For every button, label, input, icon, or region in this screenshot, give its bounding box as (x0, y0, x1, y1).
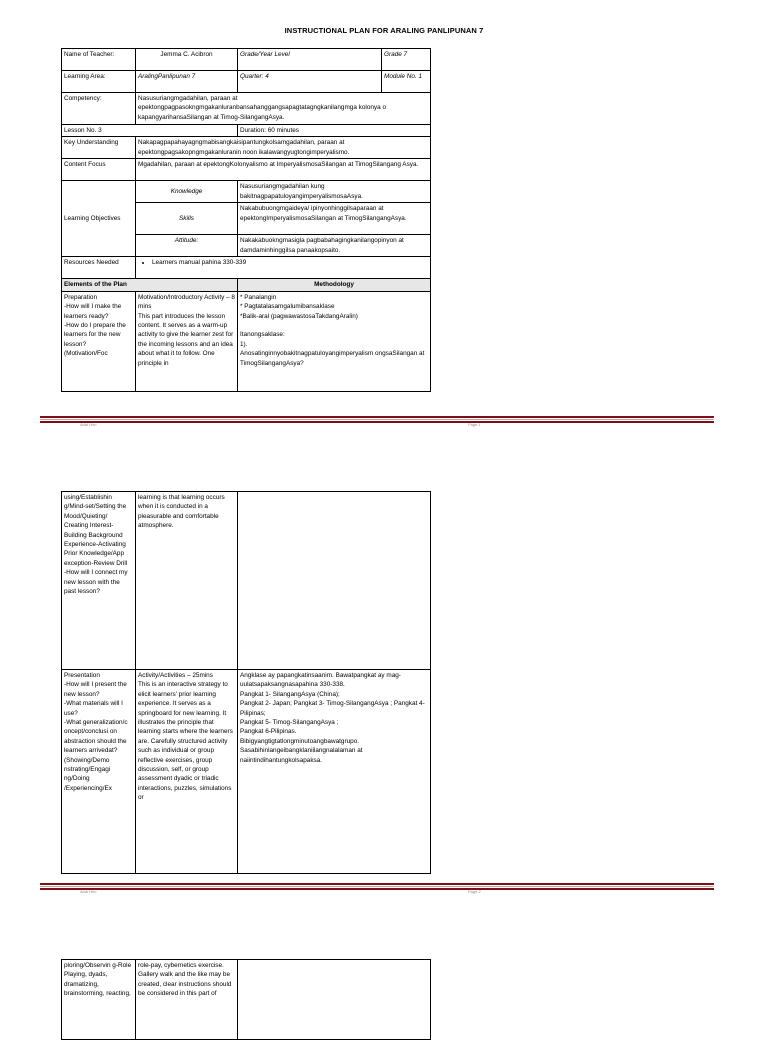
knowledge-value: Nasusuriangmgadahilan kung bakitnagpapatuloyangimperyalismosaAsya. (238, 181, 431, 203)
skills-label: Skills (136, 203, 238, 235)
plan-table-page-1 (61, 48, 431, 392)
methodology-cell-2: Angklase ay papangkatinsaanim. Bawatpangkat ay mag-uulatsapaksangnasapahina 330-338. Pangkat 1- SilangangAsya (China); Pangkat 2- Japan; Pangkat 3- Timog-SilangangAsya ; Pangkat 4-Pilipinas; Pangkat 5- Timog-SilangangAsya ; Pangkat 6-Pilipinas. Bibigyangtigtatlongminutoangbawatgrupo. Sasabihinlangeibangklaniilangnalalaman at naiintindihantungkolsapaksa. (238, 670, 431, 874)
motivation-cell: Motivation/Introductory Activity – 8 mins This part introduces the lesson content. It serves as a warm-up activity to give the learner zest for the incoming lessons and an idea about what it to follow. One principle in (136, 291, 238, 391)
key-understanding-value: Nakapagpapahayagngmabisangkaisipantungkolsamgadahilan, paraan at epektongpagsakopngmgakanluranin noon ikalawangyugtongimperyalismo. (136, 137, 431, 159)
quarter-label: Quarter: 4 (238, 71, 382, 93)
attitude-label: Attitude: (136, 235, 238, 257)
footer-page-2: Page 2 (468, 889, 481, 894)
content-focus-value: Mgadahilan, paraan at epektongKolonyalismo at ImperyalismosaSilangan at TimogSilangang Asya. (136, 159, 431, 181)
teacher-label: Name of Teacher: (62, 49, 136, 71)
exploring-cell: ploring/Observin g-Role Playing, dyads, dramatizing, brainstorming, reacting, (62, 960, 136, 1040)
plan-table-page-2 (61, 491, 431, 874)
resources-cell (136, 257, 431, 279)
competency-value: Nasusuriangmgadahilan, paraan at epektongpagpasokngmgakanluranbansahanggangsapagtatagngkanilangmga kolonya o kapangyarihansaSilangan at Timog-SilangangAsya. (136, 93, 431, 125)
plan-table-page-3 (61, 959, 431, 1040)
motivation-cont-cell: learning is that learning occurs when it is conducted in a pleasurable and comfortable atmosphere. (136, 492, 238, 670)
knowledge-label: Knowledge (136, 181, 238, 203)
document-title: INSTRUCTIONAL PLAN FOR ARALING PANLIPUNAN 7 (284, 26, 484, 35)
footer-left-1: Arial Hiro (80, 422, 97, 427)
roleplay-cell: role-pay, cybernetics exercise. Gallery walk and the like may be created, clear instructions should be considered in this part of (136, 960, 238, 1040)
footer-page-1: Page 1 (468, 422, 481, 427)
elements-label: Elements of the Plan (62, 279, 238, 291)
content-focus-label: Content Focus (62, 159, 136, 181)
methodology-label: Methodology (238, 279, 431, 291)
area-label: Learning Area: (62, 71, 136, 93)
preparation-cont-cell: using/Establishin g/Mind-set/Setting the Mood/Quieting/ Creating Interest-Building Background Experience-Activating Prior Knowledge/App exception-Review Drill -How will I connect my new lesson with the past lesson? (62, 492, 136, 670)
competency-label: Competency: (62, 93, 136, 125)
methodology-cell-3 (238, 960, 431, 1040)
teacher-value: Jemma C. Acibron (136, 49, 238, 71)
key-understanding-label: Key Understanding (62, 137, 136, 159)
footer-rule-2 (40, 883, 714, 890)
attitude-value: Nakakabuokngmasigla pagbabahagingkanilangopinyon at damdaminhinggilsa panaakopsaito. (238, 235, 431, 257)
resources-item: • Learners manual pahina 330-339 (152, 258, 428, 267)
lesson-label: Lesson No. 3 (62, 125, 238, 137)
activity-cell: Activity/Activities – 25mins This is an interactive strategy to elicit learners' prior learning experience. It serves as a springboard for new learning. It illustrates the principle that learning starts where the learners are. Carefully structured activity such as individual or group reflective exercises, group discussion, self, or group assessment dyadic or triadic interactions, puzzles, simulations or (136, 670, 238, 874)
area-value: AralingPanlipunan 7 (136, 71, 238, 93)
footer-rule-1 (40, 416, 714, 423)
preparation-cell: Preparation -How will I make the learners ready? -How do I prepare the learners for the new lesson? (Motivation/Foc (62, 291, 136, 391)
duration-label: Duration: 60 minutes (238, 125, 431, 137)
skills-value: Nakabubuongmgaideya/ ipinyonhinggilsaparaan at epektongImperyalismosaSilangan at TimogSilangangAsya. (238, 203, 431, 235)
grade-value: Grade 7 (382, 49, 431, 71)
methodology-cell-1: * Panalangin * Pagtatalasamgalumibansaklase *Balik-aral (pagwawastosaTakdangAralin) Itanongsaklase: 1). Anosatinginnyobakitnagpatuloyangimperyalism ongsaSilangan at TimogSilangangAsya? (238, 291, 431, 391)
grade-label: Grade/Year Level (238, 49, 382, 71)
methodology-cont-cell (238, 492, 431, 670)
objectives-label: Learning Objectives (62, 181, 136, 257)
module-label: Module No. 1 (382, 71, 431, 93)
footer-left-2: Arial Hiro (80, 889, 97, 894)
presentation-cell: Presentation -How will I present the new lesson? -What materials will I use? -What generalization/c oncept/conclusi on abstraction should the learners arrivedat? (Showing/Demo nstrating/Engagi ng/Doing /Experiencing/Ex (62, 670, 136, 874)
resources-label: Resources Needed (62, 257, 136, 279)
